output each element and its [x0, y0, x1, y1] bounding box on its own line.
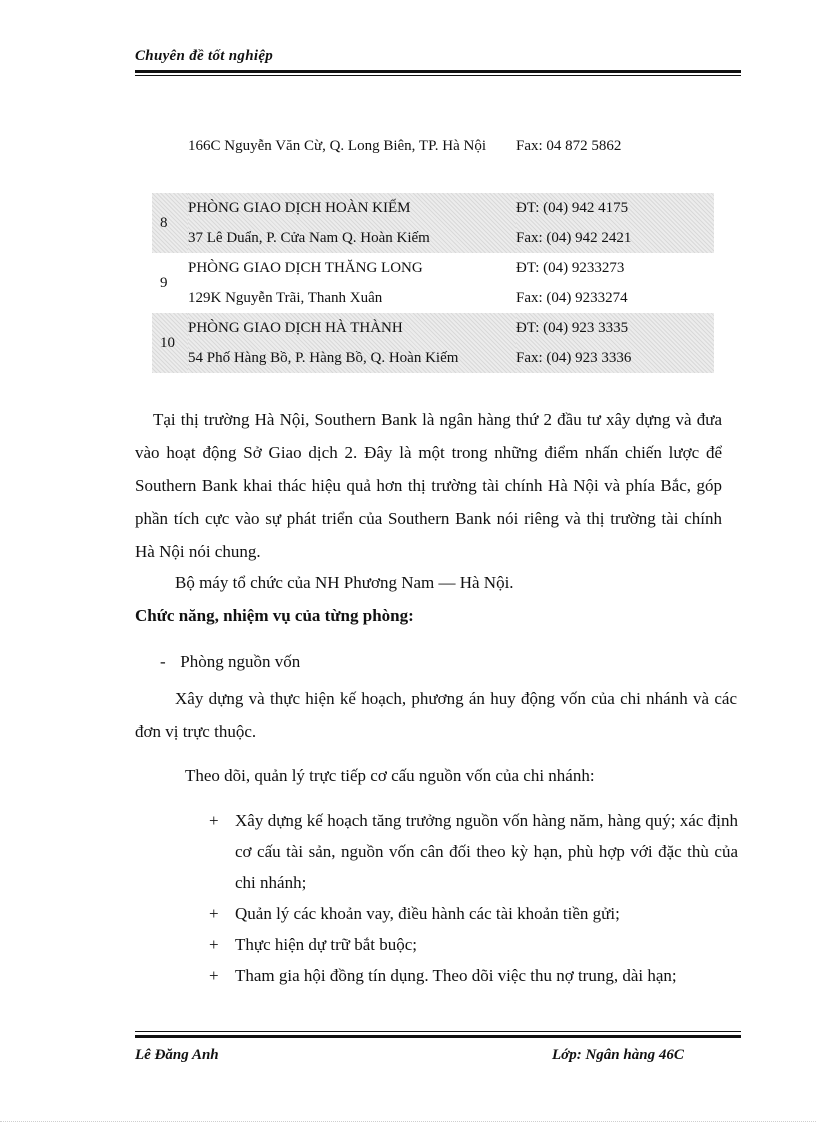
row-contact [516, 193, 714, 253]
footer-author: Lê Đăng Anh [135, 1047, 219, 1063]
table-row [152, 313, 714, 373]
header-rule-thin [135, 75, 741, 76]
list-item-text: Xây dựng kế hoạch tăng trưởng nguồn vốn hàng năm, hàng quý; xác định cơ cấu tài sản, nguồn vốn cân đối theo kỳ hạn, phù hợp với đặc thù của chi nhánh; [235, 811, 738, 892]
row-contact [516, 313, 714, 373]
branch-name: PHÒNG GIAO DỊCH HOÀN KIẾM [188, 200, 411, 216]
phone-line: ĐT: (04) 923 3335 [516, 320, 629, 336]
footer-rule-thick [135, 1035, 741, 1038]
header-title: Chuyên đề tốt nghiệp [135, 48, 274, 64]
dash-bullet: - [160, 652, 166, 671]
plus-bullet: + [209, 811, 219, 830]
table-row [152, 131, 714, 193]
fax-line: Fax: (04) 923 3336 [516, 350, 632, 366]
plus-bullet: + [209, 935, 219, 954]
row-address [188, 131, 516, 193]
row-address [188, 313, 516, 373]
row-number: 10 [152, 313, 188, 373]
row-number: 9 [160, 274, 168, 291]
branch-name: PHÒNG GIAO DỊCH THĂNG LONG [188, 260, 423, 276]
section-heading: Chức năng, nhiệm vụ của từng phòng: [135, 606, 414, 625]
address-line: 54 Phố Hàng Bồ, P. Hàng Bồ, Q. Hoàn Kiếm [188, 350, 459, 366]
list-item-text: Tham gia hội đồng tín dụng. Theo dõi việc thu nợ trung, dài hạn; [235, 966, 677, 985]
list-item-text: Quản lý các khoản vay, điều hành các tài khoản tiền gửi; [235, 904, 620, 923]
phone-line: ĐT: (04) 9233273 [516, 260, 625, 276]
plus-list [205, 805, 738, 991]
row-contact [516, 131, 714, 193]
plus-bullet: + [209, 904, 219, 923]
header-rule-thick [135, 70, 741, 73]
list-item [205, 929, 738, 960]
table-row [152, 193, 714, 253]
list-item [160, 652, 300, 672]
address-line: 37 Lê Duẩn, P. Cửa Nam Q. Hoàn Kiếm [188, 230, 430, 246]
footer-class: Lớp: Ngân hàng 46C [552, 1047, 684, 1063]
row-number: 8 [152, 193, 188, 253]
footer-rule-thin [135, 1031, 741, 1032]
paragraph-intro: Tại thị trường Hà Nội, Southern Bank là ngân hàng thứ 2 đầu tư xây dựng và đưa vào hoạt động Sở Giao dịch 2. Đây là một trong những điểm nhấn chiến lược để Southern Bank khai thác hiệu quả hơn thị trường tài chính Hà Nội và phía Bắc, góp phần tích cực vào sự phát triển của Southern Bank nói riêng và thị trường tài chính Hà Nội nói chung. [135, 410, 722, 561]
list-item [205, 805, 738, 898]
fax-line: Fax: (04) 942 2421 [516, 230, 632, 246]
branch-table [152, 131, 714, 373]
paragraph-organization: Bộ máy tổ chức của NH Phương Nam — Hà Nội. [175, 573, 514, 592]
paragraph-plan: Xây dựng và thực hiện kế hoạch, phương án huy động vốn của chi nhánh và các đơn vị trực thuộc. [135, 689, 737, 741]
row-contact [516, 253, 714, 313]
fax-line: Fax: (04) 9233274 [516, 290, 628, 306]
paragraph-monitor: Theo dõi, quản lý trực tiếp cơ cấu nguồn vốn của chi nhánh: [185, 766, 595, 785]
table-row [152, 253, 714, 313]
branch-name: PHÒNG GIAO DỊCH HÀ THÀNH [188, 320, 403, 336]
plus-bullet: + [209, 966, 219, 985]
list-item-text: Thực hiện dự trữ bắt buộc; [235, 935, 418, 954]
row-number [152, 131, 188, 193]
row-address [188, 193, 516, 253]
fax-line: Fax: 04 872 5862 [516, 138, 622, 154]
page-edge-divider [0, 1121, 816, 1122]
list-item [205, 898, 738, 929]
list-item-label: Phòng nguồn vốn [180, 652, 301, 671]
phone-line: ĐT: (04) 942 4175 [516, 200, 629, 216]
list-item [205, 960, 738, 991]
address-line: 166C Nguyễn Văn Cừ, Q. Long Biên, TP. Hà Nội [188, 138, 486, 154]
address-line: 129K Nguyễn Trãi, Thanh Xuân [188, 290, 383, 306]
row-address [188, 253, 516, 313]
